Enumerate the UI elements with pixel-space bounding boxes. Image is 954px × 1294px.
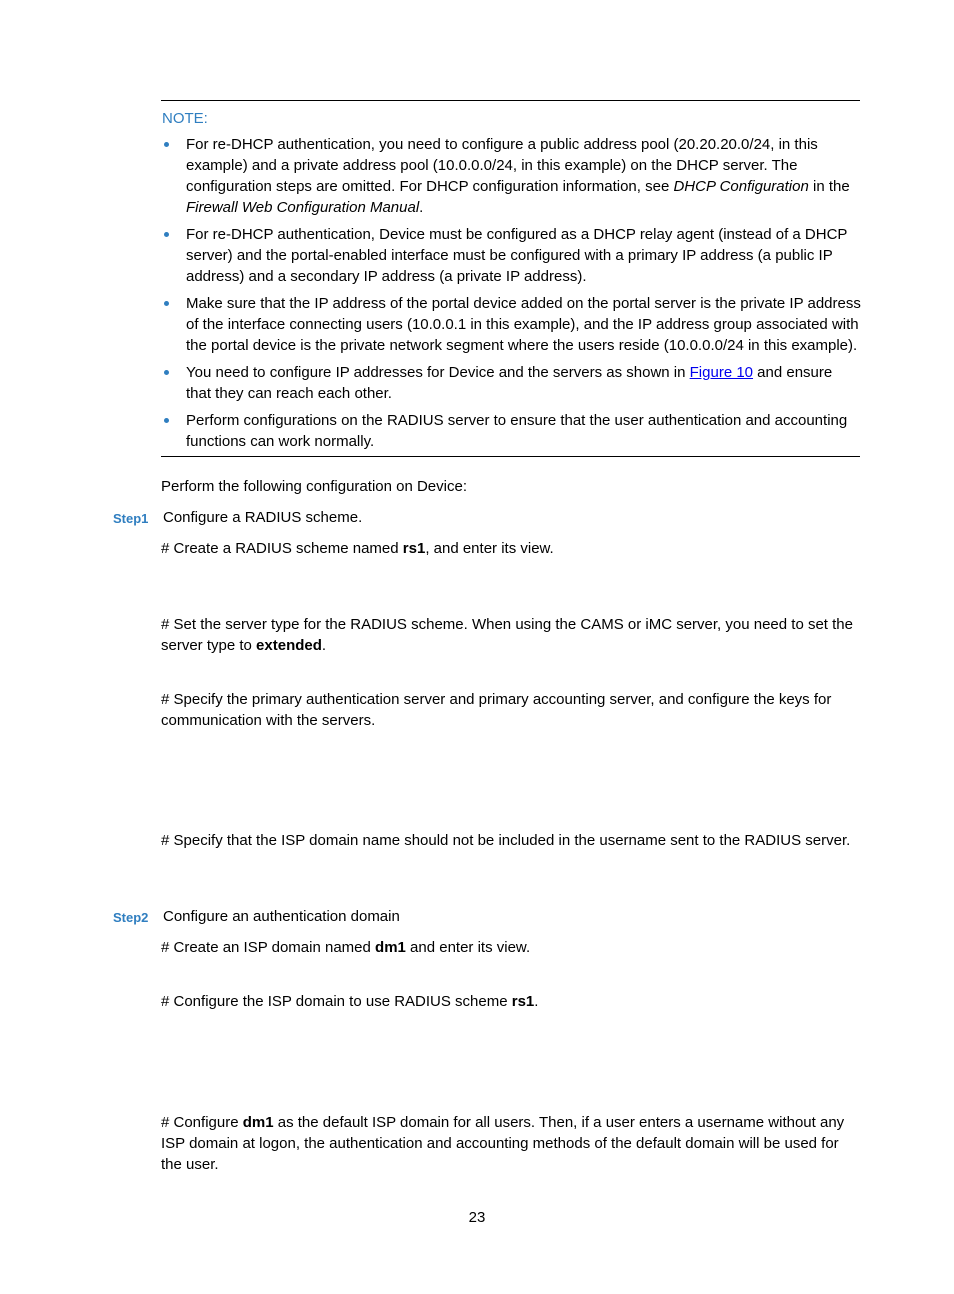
note-bullet-list — [161, 134, 861, 452]
bullet-icon — [164, 370, 169, 375]
note-bullet-item: Make sure that the IP address of the portal device added on the portal server is the private IP address of the interface connecting users (10.0.0.1 in this example), and the IP address group associated with the portal device is the private network segment where the users reside (10.0.0.0/24 in this example). — [161, 293, 861, 356]
page-number: 23 — [468, 1209, 486, 1226]
bullet-icon — [164, 232, 169, 237]
italic-reference: Firewall Web Configuration Manual — [186, 199, 420, 216]
bullet-icon — [164, 142, 169, 147]
note-bullet-item: For re-DHCP authentication, you need to configure a public address pool (20.20.20.0/24, in this example) and a private address pool (10.0.0.0/24, in this example) on the DHCP server. The configuration steps are omitted. For DHCP configuration information, see DHCP Configuration in the Firewall Web Configuration Manual. — [161, 134, 861, 218]
step2-label: Step2 — [113, 910, 149, 925]
step2-title: Configure an authentication domain — [163, 908, 400, 925]
step1-comment-create-scheme: # Create a RADIUS scheme named rs1, and enter its view. — [161, 540, 554, 557]
step1-label: Step1 — [113, 511, 149, 526]
step1-comment-servers: # Specify the primary authentication server and primary accounting server, and configure the keys for communication with the servers. — [161, 691, 832, 729]
step1-title: Configure a RADIUS scheme. — [163, 509, 363, 526]
bullet-icon — [164, 418, 169, 423]
italic-reference: DHCP Configuration — [673, 178, 809, 195]
step1-comment-server-type: # Set the server type for the RADIUS scheme. When using the CAMS or iMC server, you need to set the server type to extended. — [161, 616, 853, 654]
step2-comment-use-scheme: # Configure the ISP domain to use RADIUS scheme rs1. — [161, 993, 539, 1010]
step2-comment-create-domain: # Create an ISP domain named dm1 and enter its view. — [161, 939, 531, 956]
figure-10-link[interactable]: Figure 10 — [689, 364, 754, 381]
step2-comment-default-domain: # Configure dm1 as the default ISP domain for all users. Then, if a user enters a username without any ISP domain at logon, the authentication and accounting methods of the default domain will be used for the user. — [161, 1114, 845, 1173]
note-bullet-item: You need to configure IP addresses for Device and the servers as shown in Figure 10 and ensure that they can reach each other. — [161, 362, 861, 404]
bullet-icon — [164, 301, 169, 306]
note-label: NOTE: — [162, 110, 208, 127]
step1-comment-domain-name: # Specify that the ISP domain name should not be included in the username sent to the RADIUS server. — [161, 832, 851, 849]
note-top-rule — [161, 100, 860, 101]
note-bullet-item: Perform configurations on the RADIUS server to ensure that the user authentication and accounting functions can work normally. — [161, 410, 861, 452]
intro-text: Perform the following configuration on Device: — [161, 478, 467, 495]
note-bullet-item: For re-DHCP authentication, Device must be configured as a DHCP relay agent (instead of a DHCP server) and the portal-enabled interface must be configured with a primary IP address (a public IP address) and a secondary IP address (a private IP address). — [161, 224, 861, 287]
note-bottom-rule — [161, 456, 860, 457]
